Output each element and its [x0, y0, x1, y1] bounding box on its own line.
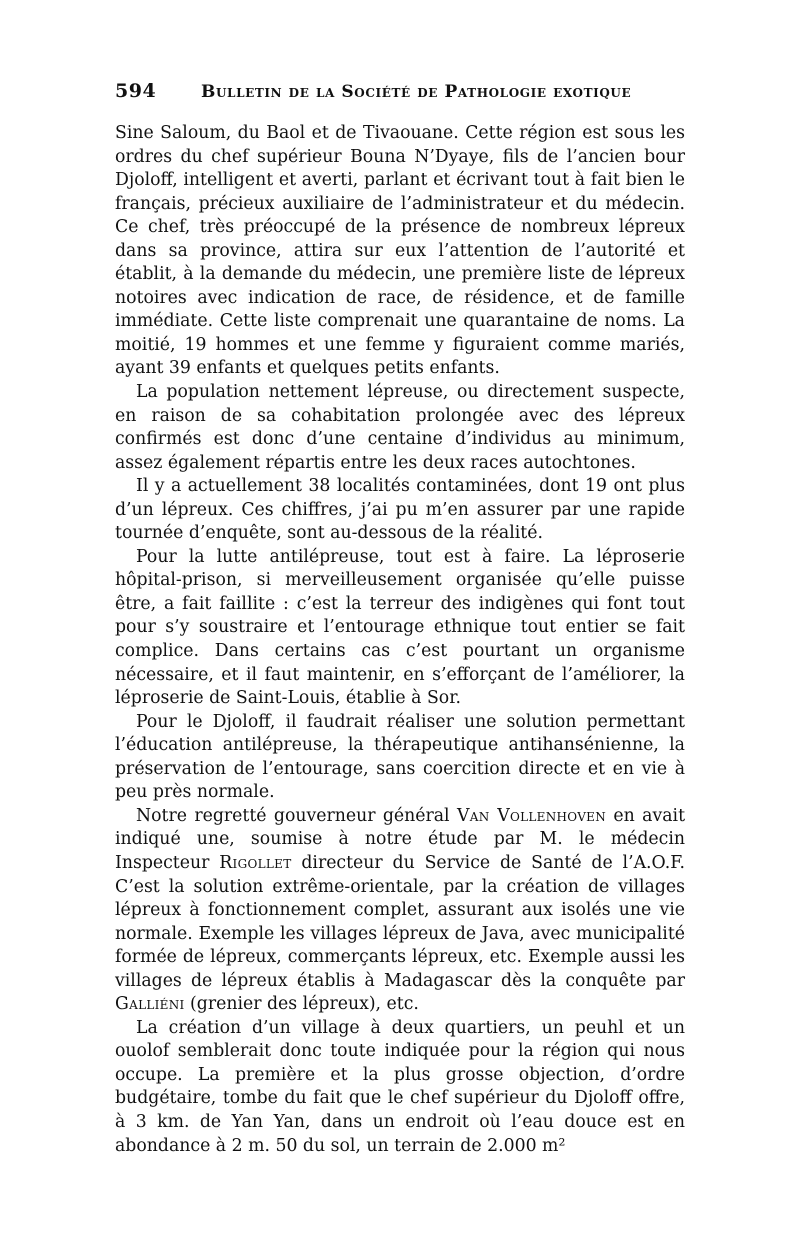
paragraph-6-text-d: (grenier des lépreux), etc. [184, 994, 419, 1015]
paragraph-6-text-c: directeur du Service de Santé de l’A.O.F. C’est la solution extrême-orientale, par la création de villages lépreux à fonctionnement complet, assurant aux isolés une vie normale. Exemple les villages lépreux de Java, avec municipalité formée de lépreux, commerçants lépreux, etc. Exemple aussi les villages de lépreux établis à Madagascar dès la conquête par [115, 852, 685, 991]
body-text [115, 122, 685, 1158]
paragraph-2: La population nettement lépreuse, ou directement suspecte, en raison de sa cohabitation prolongée avec des lépreux confirmés est donc d’une centaine d’individus au minimum, assez également répartis entre les deux races autochtones. [115, 382, 685, 473]
paragraph-4: Pour la lutte antilépreuse, tout est à faire. La léproserie hôpital-prison, si merveilleusement organisée qu’elle puisse être, a fait faillite : c’est la terreur des indigènes qui font tout pour s’y soustraire et l’entourage ethnique tout entier se fait complice. Dans certains cas c’est pourtant un organisme nécessaire, et il faut maintenir, en s’efforçant de l’améliorer, la léproserie de Saint-Louis, établie à Sor. [115, 546, 685, 709]
page-header [115, 80, 690, 114]
paragraph-1: Sine Saloum, du Baol et de Tivaouane. Cette région est sous les ordres du chef supérieur Bouna N’Dyaye, fils de l’ancien bour Djoloff, intelligent et averti, parlant et écrivant tout à fait bien le français, précieux auxiliaire de l’administrateur et du médecin. Ce chef, très préoccupé de la présence de nombreux lépreux dans sa province, attira sur eux l’attention de l’autorité et établit, à la demande du médecin, une première liste de lépreux notoires avec indication de race, de résidence, et de famille immédiate. Cette liste comprenait une quarantaine de noms. La moitié, 19 hommes et une femme y figuraient comme mariés, ayant 39 enfants et quelques petits enfants. [115, 123, 685, 379]
paragraph-3: Il y a actuellement 38 localités contaminées, dont 19 ont plus d’un lépreux. Ces chiffres, j’ai pu m’en assurer par une rapide tournée d’enquête, sont au-dessous de la réalité. [115, 476, 685, 544]
page-number: 594 [115, 80, 157, 102]
paragraph-6 [115, 805, 685, 1017]
paragraph-6-text-b: en avait indiqué une, soumise à notre étude par M. le médecin Inspecteur [115, 805, 686, 873]
author-name-rigollet: Rigollet [219, 852, 292, 873]
running-title: Bulletin de la Société de Pathologie exotique [201, 82, 632, 102]
paragraph-6-text-a: Notre regretté gouverneur général [136, 805, 457, 826]
paragraph-7: La création d’un village à deux quartiers, un peuhl et un ouolof semblerait donc toute indiquée pour la région qui nous occupe. La première et la plus grosse objection, d’ordre budgétaire, tombe du fait que le chef supérieur du Djoloff offre, à 3 km. de Yan Yan, dans un endroit où l’eau douce est en abondance à 2 m. 50 du sol, un terrain de 2.000 m² [115, 1017, 685, 1156]
author-name-gallieni: Galliéni [115, 994, 185, 1015]
paragraph-5: Pour le Djoloff, il faudrait réaliser une solution permettant l’éducation antilépreuse, la thérapeutique antihansénienne, la préservation de l’entourage, sans coercition directe et en vie à peu près normale. [115, 711, 685, 803]
author-name-van-vollenhoven: Van Vollenhoven [456, 805, 607, 826]
